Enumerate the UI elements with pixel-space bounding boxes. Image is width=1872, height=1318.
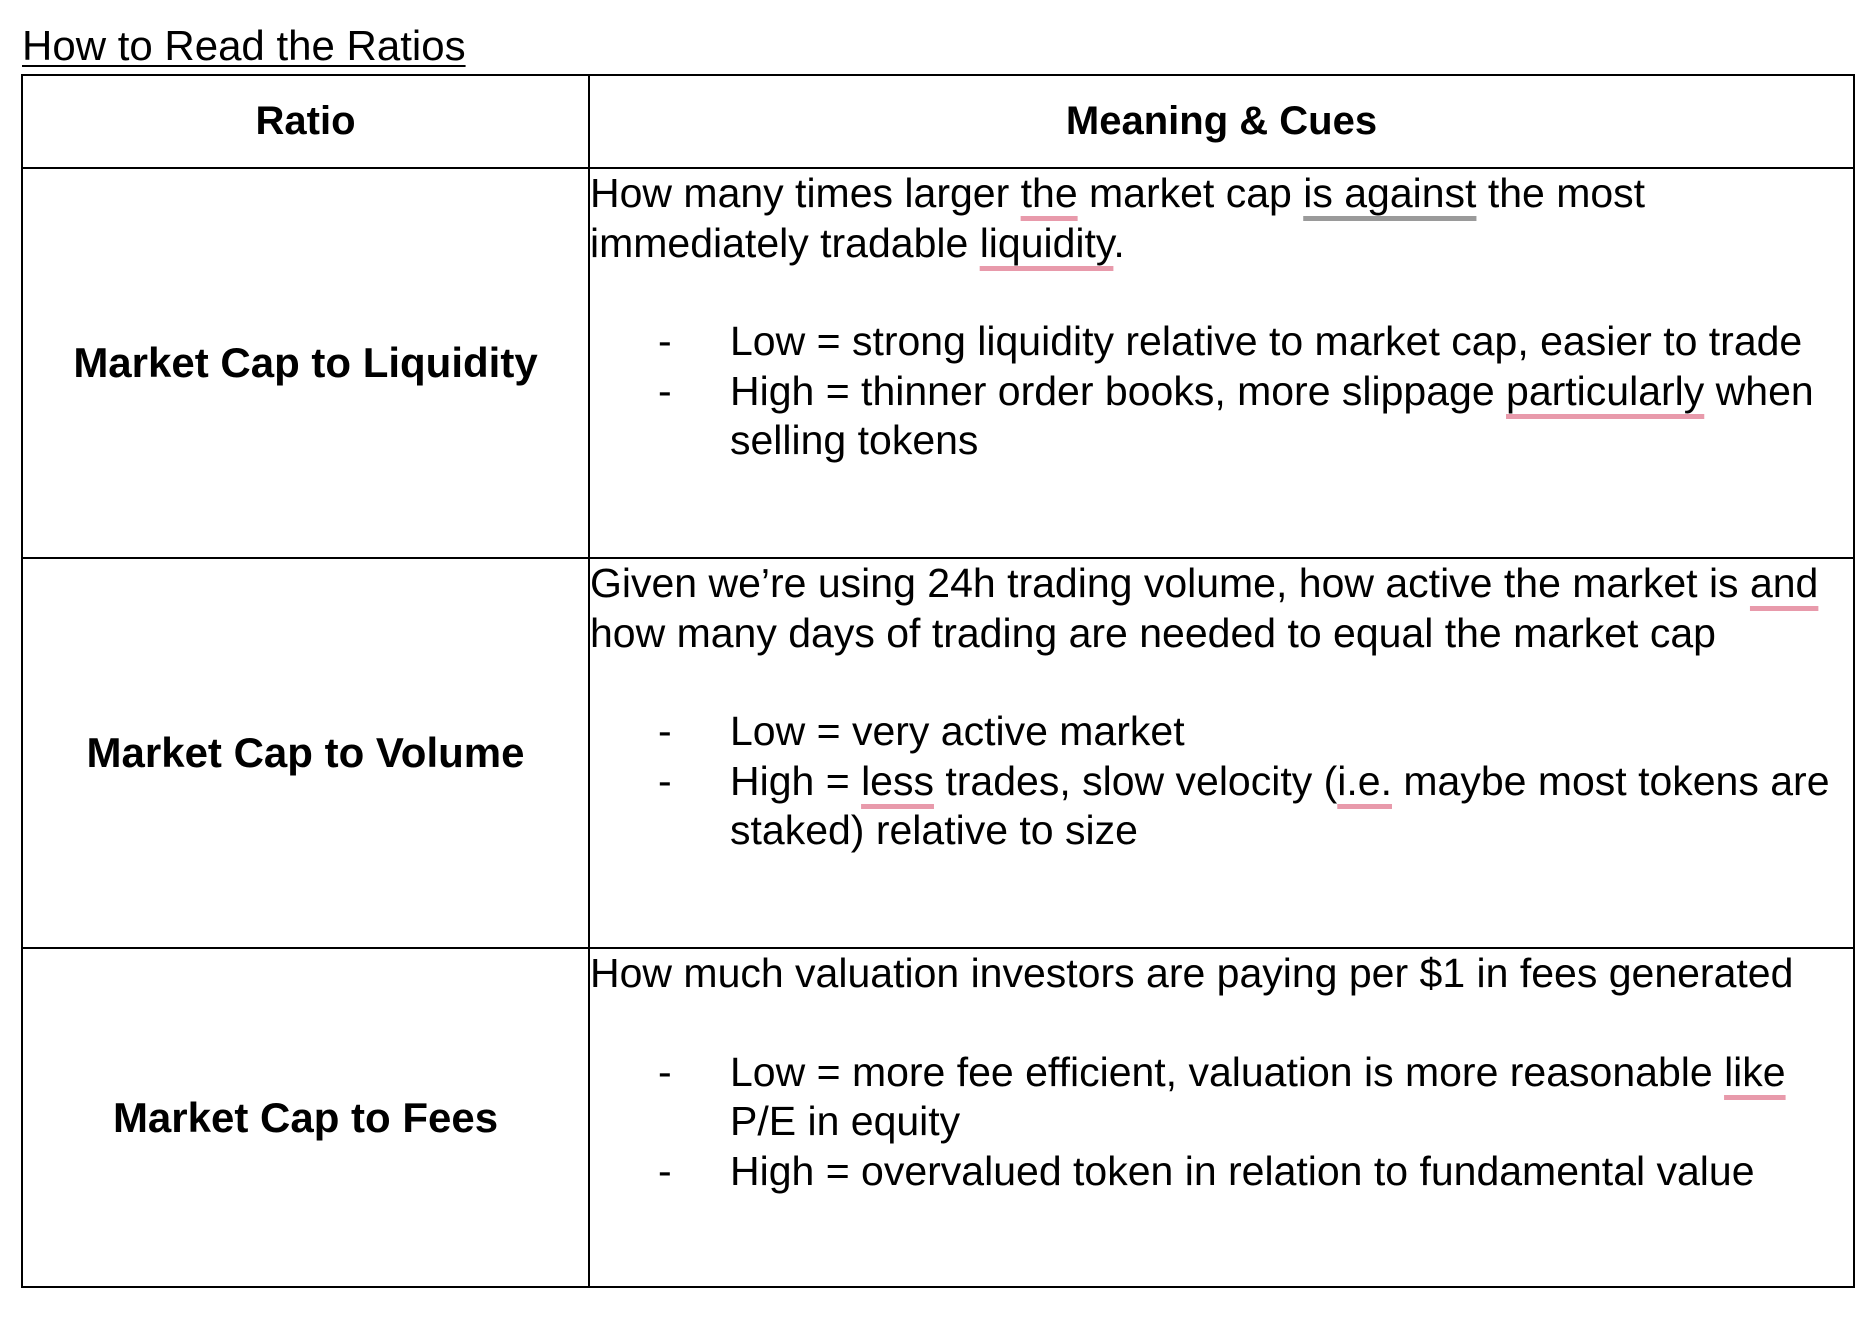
ratio-description: [590, 559, 1853, 658]
dash-bullet: -: [658, 367, 672, 414]
text-segment: trades, slow velocity (: [933, 757, 1338, 804]
ratios-table: [21, 74, 1855, 1288]
text-segment: Low = very active market: [730, 708, 1185, 754]
spellcheck-underline: i.e.: [1337, 757, 1392, 804]
text-segment: P/E in equity: [730, 1098, 961, 1144]
text-segment: Low = strong liquidity relative to market cap, easier to trade: [730, 318, 1803, 364]
ratio-description: [590, 949, 1853, 999]
grammar-underline: is against: [1303, 170, 1477, 216]
text-segment: the most immediately tradable: [590, 170, 1646, 266]
cue-list: [590, 1048, 1853, 1197]
column-header-meaning: Meaning & Cues: [589, 75, 1854, 168]
table-row-market-cap-to-volume: [22, 558, 1854, 948]
ratio-name: Market Cap to Liquidity: [22, 168, 589, 558]
spellcheck-underline: and: [1749, 560, 1819, 606]
text-segment: High = overvalued token in relation to fundamental value: [730, 1147, 1755, 1194]
cue-item: [590, 367, 1853, 466]
dash-bullet: -: [658, 318, 672, 364]
text-segment: when selling tokens: [730, 367, 1814, 463]
document-title: How to Read the Ratios: [22, 22, 466, 69]
cue-item: [590, 317, 1853, 367]
cue-item: [590, 1147, 1853, 1197]
ratio-name: Market Cap to Fees: [22, 948, 589, 1287]
dash-bullet: -: [658, 1147, 672, 1194]
table-row-market-cap-to-liquidity: [22, 168, 1854, 558]
column-header-ratio: Ratio: [22, 75, 589, 168]
ratio-name: Market Cap to Volume: [22, 558, 589, 948]
text-segment: market cap: [1077, 170, 1304, 216]
header-row: [22, 75, 1854, 168]
text-segment: Low = more fee efficient, valuation is more reasonable: [730, 1048, 1725, 1095]
cue-list: [590, 317, 1853, 466]
dash-bullet: -: [658, 1048, 672, 1095]
text-segment: How much valuation investors are paying per $1 in fees generated: [590, 950, 1794, 996]
spellcheck-underline: particularly: [1506, 367, 1705, 414]
meaning-cell: [589, 558, 1854, 948]
text-segment: How many times larger: [590, 170, 1021, 216]
cue-list: [590, 707, 1853, 856]
meaning-cell: [589, 948, 1854, 1287]
cue-item: [590, 1048, 1853, 1147]
text-segment: how many days of trading are needed to equal the market cap: [590, 609, 1716, 656]
text-segment: High =: [730, 757, 862, 804]
text-segment: High = thinner order books, more slippage: [730, 367, 1507, 414]
table-row-market-cap-to-fees: [22, 948, 1854, 1287]
text-segment: Given we’re using 24h trading volume, how active the market is: [590, 560, 1750, 606]
cue-item: [590, 757, 1853, 856]
spellcheck-underline: less: [861, 757, 934, 804]
ratio-description: [590, 169, 1853, 268]
meaning-cell: [589, 168, 1854, 558]
text-segment: .: [1113, 219, 1125, 266]
spellcheck-underline: like: [1724, 1048, 1786, 1095]
cue-item: [590, 707, 1853, 757]
dash-bullet: -: [658, 757, 672, 804]
spellcheck-underline: liquidity: [979, 219, 1114, 266]
dash-bullet: -: [658, 708, 672, 754]
spellcheck-underline: the: [1020, 170, 1078, 216]
text-segment: maybe most tokens are staked) relative to size: [730, 757, 1830, 853]
